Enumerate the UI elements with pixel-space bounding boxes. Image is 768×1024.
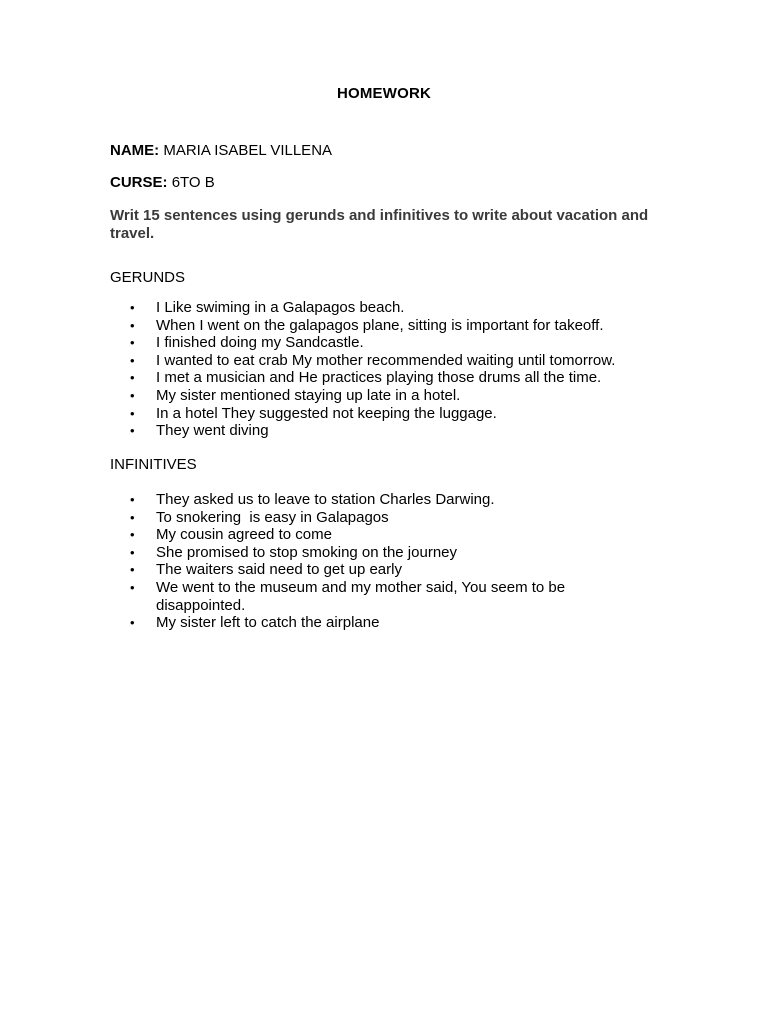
- bullet-icon: •: [130, 527, 135, 543]
- name-value: MARIA ISABEL VILLENA: [163, 142, 333, 159]
- gerunds-heading: GERUNDS: [110, 269, 186, 286]
- bullet-icon: •: [130, 335, 135, 351]
- curse-label: CURSE:: [110, 174, 168, 191]
- list-item: • We went to the museum and my mother said, You seem to be disappointed.: [130, 578, 566, 614]
- list-item: • They went diving: [130, 422, 269, 440]
- bullet-icon: •: [130, 423, 135, 439]
- list-item: • I finished doing my Sandcastle.: [130, 334, 364, 352]
- name-field: [110, 142, 332, 159]
- list-item: • My sister left to catch the airplane: [130, 614, 380, 632]
- instructions: Writ 15 sentences using gerunds and infinitives to write about vacation and travel.: [110, 207, 649, 242]
- bullet-icon: •: [130, 405, 135, 421]
- bullet-icon: •: [130, 579, 135, 595]
- list-item: • My sister mentioned staying up late in a hotel.: [130, 386, 461, 404]
- bullet-icon: •: [130, 352, 135, 368]
- bullet-icon: •: [130, 562, 135, 578]
- bullet-icon: •: [130, 509, 135, 525]
- list-item: • When I went on the galapagos plane, sitting is important for takeoff.: [130, 316, 604, 334]
- page-title: HOMEWORK: [336, 85, 432, 102]
- list-item: • She promised to stop smoking on the journey: [130, 543, 458, 561]
- bullet-icon: •: [130, 544, 135, 560]
- name-label: NAME:: [110, 142, 160, 159]
- curse-value: 6TO B: [171, 174, 215, 191]
- bullet-icon: •: [130, 615, 135, 631]
- infinitives-list: [110, 491, 670, 632]
- list-item: • I met a musician and He practices playing those drums all the time.: [130, 369, 602, 387]
- list-item: • The waiters said need to get up early: [130, 561, 402, 579]
- bullet-icon: •: [130, 317, 135, 333]
- list-item: • In a hotel They suggested not keeping the luggage.: [130, 404, 497, 422]
- list-item: • They asked us to leave to station Charles Darwing.: [130, 491, 495, 508]
- bullet-icon: •: [130, 492, 135, 507]
- infinitives-heading: INFINITIVES: [110, 456, 197, 473]
- bullet-icon: •: [130, 387, 135, 403]
- list-item: • I wanted to eat crab My mother recommended waiting until tomorrow.: [130, 351, 616, 369]
- gerunds-list: [110, 299, 670, 440]
- list-item: • My cousin agreed to come: [130, 526, 332, 544]
- list-item: • I Like swiming in a Galapagos beach.: [130, 299, 405, 316]
- bullet-icon: •: [130, 370, 135, 386]
- bullet-icon: •: [130, 300, 135, 315]
- list-item: • To snokering is easy in Galapagos: [130, 508, 389, 526]
- curse-field: [110, 174, 215, 191]
